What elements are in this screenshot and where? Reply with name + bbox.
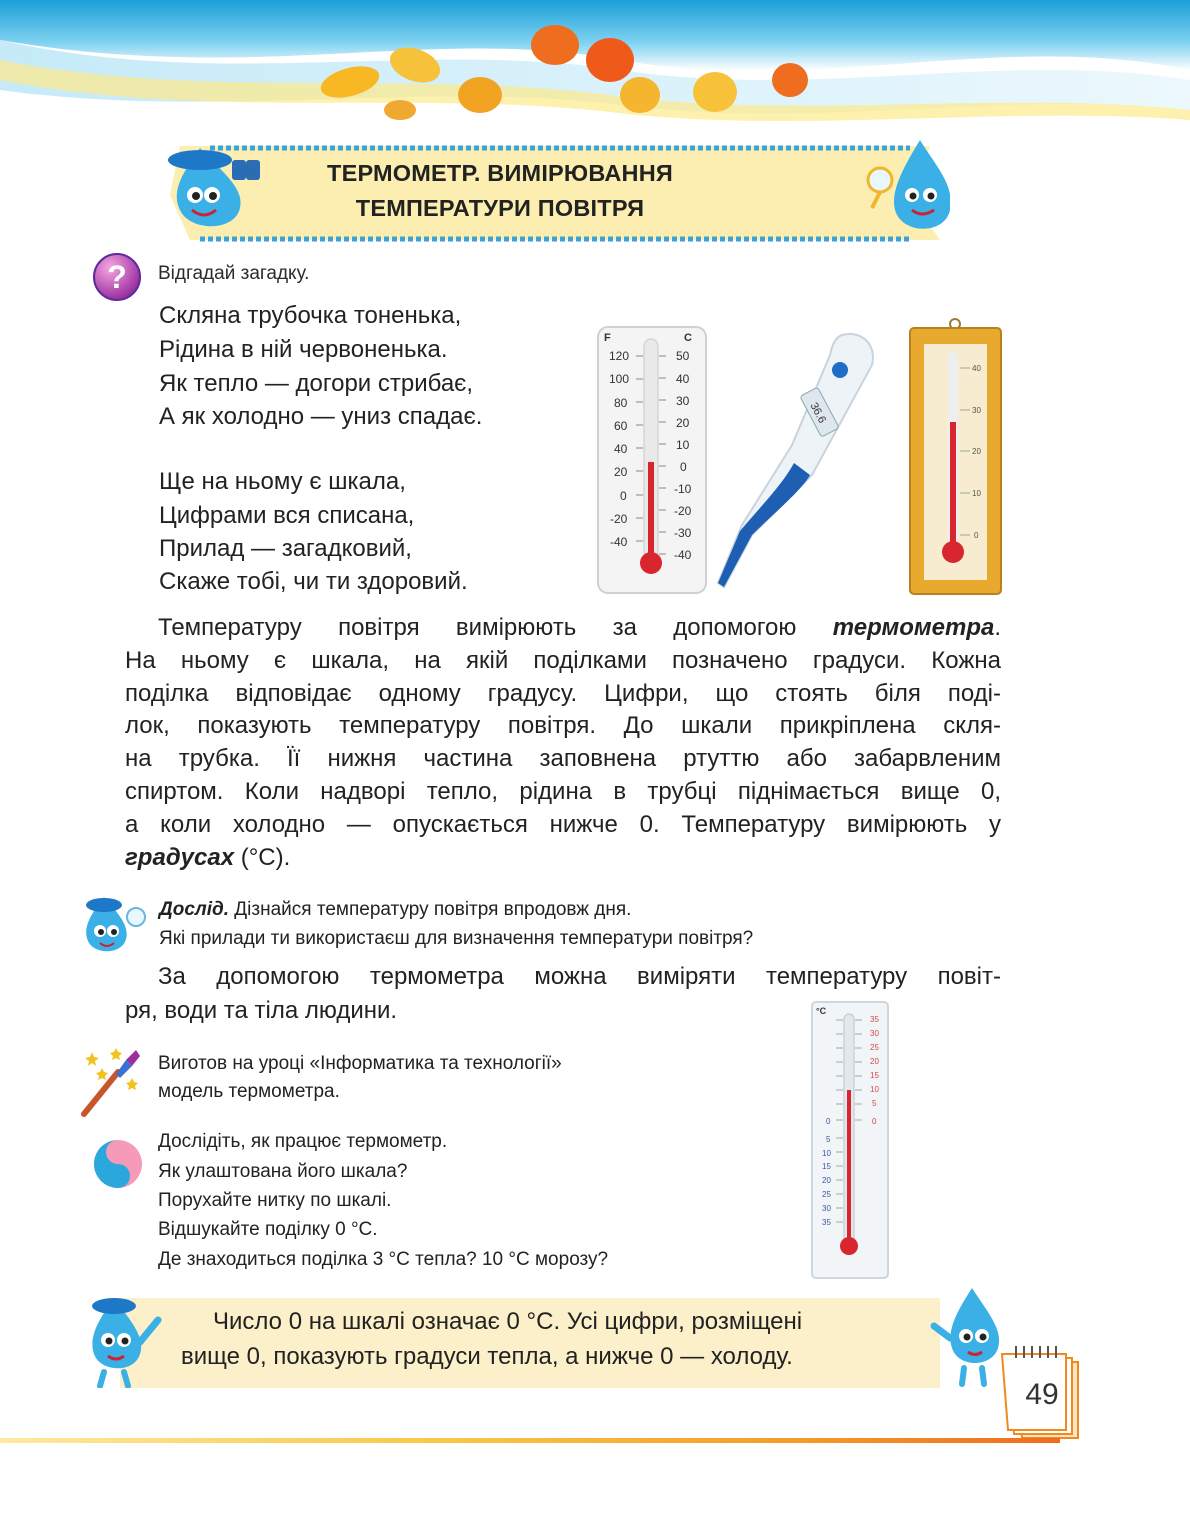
- svg-text:50: 50: [676, 349, 690, 363]
- summary-line: вище 0, показують градуси тепла, а нижче 0 — холоду.: [181, 1343, 793, 1370]
- investigation-line: Де знаходиться поділка 3 °С тепла? 10 °С морозу?: [158, 1249, 609, 1270]
- paragraph-text: Температуру повітря вимірюють за допомогою: [158, 614, 833, 641]
- svg-text:20: 20: [614, 465, 628, 479]
- riddle-line: Скаже тобі, чи ти здоровий.: [159, 568, 468, 595]
- svg-text:20: 20: [822, 1176, 831, 1185]
- riddle-line: А як холодно — униз спадає.: [159, 403, 483, 430]
- svg-text:0: 0: [826, 1117, 831, 1126]
- footer-divider: [0, 1438, 1060, 1443]
- paragraph-line: поділка відповідає одному градусу. Цифри, що стоять біля поді-: [125, 680, 1001, 707]
- paragraph-line: За допомогою термометра можна виміряти температуру повіт-: [158, 963, 1001, 990]
- fahrenheit-celsius-thermometer-image: [596, 325, 708, 595]
- svg-text:-30: -30: [674, 526, 692, 540]
- svg-text:35: 35: [822, 1218, 831, 1227]
- riddle-prompt: Відгадай загадку.: [158, 263, 310, 284]
- svg-text:30: 30: [972, 406, 981, 415]
- svg-text:F: F: [604, 332, 611, 344]
- experiment-question: Які прилади ти використаєш для визначення температури повітря?: [159, 928, 754, 949]
- svg-text:10: 10: [676, 438, 690, 452]
- svg-text:10: 10: [972, 489, 981, 498]
- term-degrees: градусах: [125, 844, 235, 871]
- svg-text:30: 30: [676, 394, 690, 408]
- svg-text:120: 120: [609, 349, 630, 363]
- svg-text:60: 60: [614, 419, 628, 433]
- svg-text:5: 5: [872, 1099, 877, 1108]
- svg-text:100: 100: [609, 372, 630, 386]
- header-wave-decoration: [0, 0, 1190, 150]
- wall-thermometer-image: [908, 318, 1003, 596]
- paragraph-line: [125, 843, 1001, 873]
- svg-text:15: 15: [870, 1071, 879, 1080]
- svg-text:35: 35: [870, 1015, 879, 1024]
- svg-text:C: C: [684, 332, 692, 344]
- svg-text:20: 20: [870, 1057, 879, 1066]
- svg-text:25: 25: [822, 1190, 831, 1199]
- svg-text:40: 40: [972, 364, 981, 373]
- digital-thermometer-image: [712, 325, 882, 593]
- riddle-line: Ще на ньому є шкала,: [159, 468, 406, 495]
- paragraph-line: лок, показують температуру повітря. До шкали прикріплена скля-: [125, 712, 1001, 739]
- svg-text:10: 10: [822, 1149, 831, 1158]
- riddle-line: Скляна трубочка тоненька,: [159, 302, 462, 329]
- riddle-line: Цифрами вся списана,: [159, 502, 415, 529]
- experiment-label: Дослід.: [159, 899, 230, 920]
- svg-text:20: 20: [676, 416, 690, 430]
- page-number: 49: [1025, 1378, 1059, 1411]
- svg-text:-20: -20: [610, 512, 628, 526]
- svg-text:25: 25: [870, 1043, 879, 1052]
- svg-text:-40: -40: [674, 548, 692, 562]
- svg-text:36.6: 36.6: [807, 400, 829, 426]
- svg-text:°C: °C: [816, 1006, 827, 1016]
- svg-text:40: 40: [614, 442, 628, 456]
- svg-text:0: 0: [680, 460, 687, 474]
- svg-text:30: 30: [870, 1029, 879, 1038]
- mascot-experiment-icon: [76, 893, 148, 957]
- svg-text:30: 30: [822, 1204, 831, 1213]
- paragraph-line: На ньому є шкала, на якій поділками позначено градуси. Кожна: [125, 647, 1001, 674]
- investigation-line: Поруxайте нитку по шкалі.: [158, 1190, 392, 1211]
- svg-text:0: 0: [620, 489, 627, 503]
- svg-text:5: 5: [826, 1135, 831, 1144]
- paragraph-line: [125, 613, 1001, 643]
- craft-task-line: модель термометра.: [158, 1081, 340, 1102]
- svg-text:10: 10: [870, 1085, 879, 1094]
- riddle-line: Прилад — загадковий,: [159, 535, 412, 562]
- svg-text:0: 0: [872, 1117, 877, 1126]
- pair-work-icon: [92, 1138, 144, 1190]
- svg-text:20: 20: [972, 447, 981, 456]
- experiment-text: Дізнайся температуру повітря впродовж дня.: [229, 899, 632, 920]
- paintbrush-stars-icon: [78, 1046, 144, 1118]
- investigation-line: Дослідіть, як працює термометр.: [158, 1131, 448, 1152]
- craft-task-line: Виготов на уроці «Інформатика та технології»: [158, 1053, 562, 1074]
- paragraph-line: на трубка. Її нижня частина заповнена ртуттю або забарвленим: [125, 745, 1001, 772]
- page-title-line-1: ТЕРМОМЕТР. ВИМІРЮВАННЯ: [327, 160, 673, 186]
- paragraph-line: а коли холодно — опускається нижче 0. Температуру вимірюють у: [125, 811, 1001, 838]
- svg-text:-40: -40: [610, 535, 628, 549]
- svg-text:?: ?: [107, 259, 127, 295]
- question-mark-icon: [92, 252, 142, 302]
- mascot-waving-icon: [78, 1292, 170, 1388]
- summary-line: Число 0 на шкалі означає 0 °С. Усі цифри, розміщені: [213, 1308, 803, 1335]
- page-title-line-2: ТЕМПЕРАТУРИ ПОВІТРЯ: [355, 195, 645, 221]
- paragraph-line: спиртом. Коли надворі тепло, рідина в трубці піднімається вище 0,: [125, 778, 1001, 805]
- riddle-line: Як тепло — догори стрибає,: [159, 370, 474, 397]
- svg-text:0: 0: [974, 531, 979, 540]
- strip-thermometer-image: [810, 1000, 890, 1280]
- investigation-line: Як улаштована його шкала?: [158, 1161, 408, 1182]
- investigation-line: Відшукайте поділку 0 °С.: [158, 1219, 378, 1240]
- paragraph-text: (°С).: [234, 844, 291, 871]
- paragraph-line: ря, води та тіла людини.: [125, 997, 398, 1024]
- svg-text:80: 80: [614, 396, 628, 410]
- paragraph-text: .: [994, 614, 1001, 641]
- svg-text:15: 15: [822, 1162, 831, 1171]
- riddle-line: Рідина в ній червоненька.: [159, 336, 448, 363]
- svg-text:-10: -10: [674, 482, 692, 496]
- experiment-line: [159, 899, 631, 921]
- svg-text:40: 40: [676, 372, 690, 386]
- svg-text:-20: -20: [674, 504, 692, 518]
- term-thermometer: термометра: [832, 614, 995, 641]
